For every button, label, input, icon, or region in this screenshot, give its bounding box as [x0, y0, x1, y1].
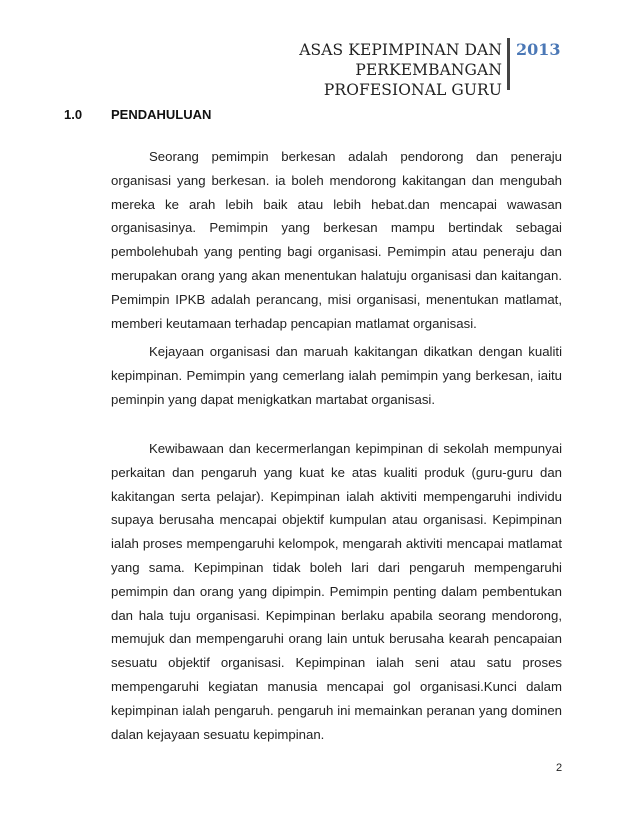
section-title: PENDAHULUAN — [111, 107, 212, 122]
header-title-line-2: PROFESIONAL GURU — [323, 81, 502, 99]
paragraph-1 — [111, 145, 562, 335]
header-divider — [507, 38, 510, 90]
paragraph-2 — [111, 340, 562, 411]
header-title — [150, 40, 502, 100]
header-year: 2013 — [516, 40, 561, 59]
header-title-line-1: ASAS KEPIMPINAN DAN PERKEMBANGAN — [299, 41, 502, 79]
paragraph-3 — [111, 437, 562, 746]
page-number: 2 — [556, 762, 563, 774]
paragraph-3-text: Kewibawaan dan kecermerlangan kepimpinan di sekolah mempunyai perkaitan dan pengaruh yang kuat ke atas kualiti produk (guru-guru dan kakitangan serta pelajar). Kepimpinan ialah aktiviti mempengaruhi individu supaya berusaha mencapai objektif kumpulan atau organisasi. Kepimpinan ialah proses mempengaruhi kelompok, mengarah aktiviti mencapai matlamat yang sama. Kepimpinan tidak boleh lari dari pengaruh mempengaruhi pemimpin dan orang yang dipimpin. Pemimpin penting dalam pembentukan dan hala tuju organisasi. Kepimpinan berlaku apabila seorang mendorong, memujuk dan mempengaruhi orang lain untuk berusaha kearah pencapaian sesuatu objektif organisasi. Kepimpinan ialah seni atau satu proses mempengaruhi kegiatan manusia mencapai gol organisasi.Kunci dalam kepimpinan ialah pengaruh. pengaruh ini memainkan peranan yang dominen dalan kejayaan sesuatu kepimpinan. — [111, 441, 562, 742]
paragraph-1-text: Seorang pemimpin berkesan adalah pendorong dan peneraju organisasi yang berkesan. ia boleh mendorong kakitangan dan mengubah mereka ke arah lebih baik atau lebih hebat.dan mencapai wawasan organisasinya. Pemimpin yang berkesan mampu bertindak sebagai pembolehubah yang penting bagi organisasi. Pemimpin atau peneraju dan merupakan orang yang akan menentukan halatuju organisasi dan kaitangan. Pemimpin IPKB adalah perancang, misi organisasi, menentukan matlamat, memberi keutamaan terhadap pencapian matlamat organisasi. — [111, 149, 562, 331]
section-number: 1.0 — [64, 107, 83, 122]
paragraph-2-text: Kejayaan organisasi dan maruah kakitangan dikatkan dengan kualiti kepimpinan. Pemimpin yang cemerlang ialah pemimpin yang berkesan, iaitu peminpin yang dapat menigkatkan martabat organisasi. — [111, 344, 562, 407]
